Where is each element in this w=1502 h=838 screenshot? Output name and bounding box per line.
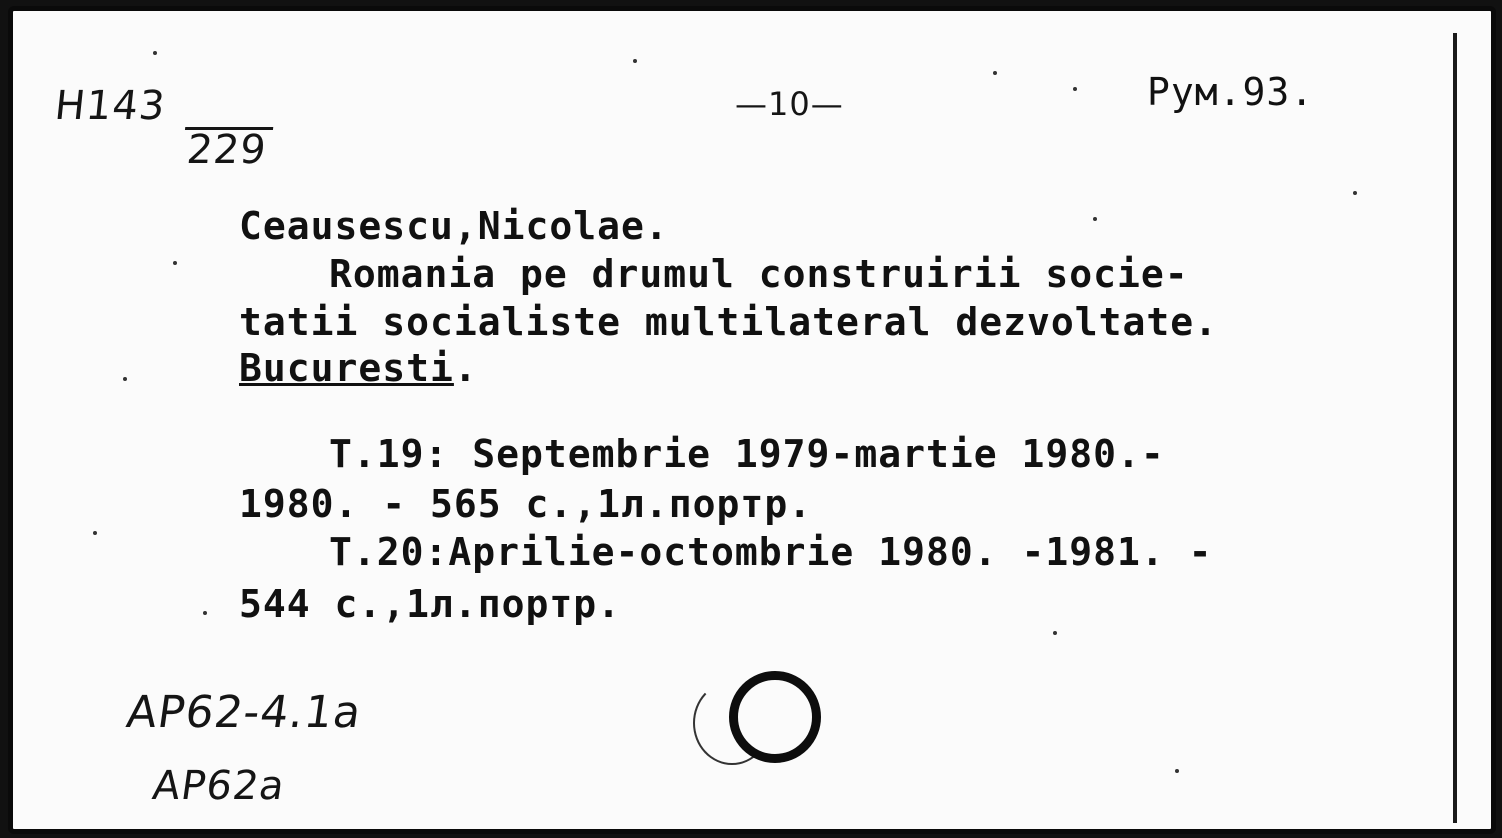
volume-19-line-1: T.19: Septembrie 1979-martie 1980.- xyxy=(329,432,1165,476)
library-stamp-circle xyxy=(729,671,821,763)
shelf-mark-2: АР62а xyxy=(149,763,289,809)
speck xyxy=(203,611,207,615)
vertical-rule xyxy=(1453,33,1457,823)
title-line-2: tatii socialiste multilateral dezvoltate. xyxy=(239,300,1218,344)
speck xyxy=(1353,191,1357,195)
language-code: Рум.93. xyxy=(1147,70,1315,114)
publication-place-line xyxy=(239,346,478,390)
shelf-mark-1: АР62-4.1а xyxy=(123,687,366,738)
center-number: —10— xyxy=(735,85,844,123)
author-heading: Ceausescu,Nicolae. xyxy=(239,204,669,248)
speck xyxy=(633,59,637,63)
call-number-bottom: 229 xyxy=(181,127,274,170)
publication-place: Bucuresti xyxy=(239,346,454,390)
volume-20-line-1: T.20:Aprilie-octombrie 1980. -1981. - xyxy=(329,530,1213,574)
catalog-card xyxy=(8,6,1496,834)
volume-19-line-2: 1980. - 565 c.,1л.портр. xyxy=(239,482,813,526)
speck xyxy=(93,531,97,535)
speck xyxy=(1093,217,1097,221)
speck xyxy=(1053,631,1057,635)
speck xyxy=(1175,769,1179,773)
volume-20-line-2: 544 c.,1л.портр. xyxy=(239,582,622,626)
title-line-1: Romania pe drumul construirii socie- xyxy=(329,252,1189,296)
speck xyxy=(173,261,177,265)
speck xyxy=(993,71,997,75)
speck xyxy=(123,377,127,381)
publication-place-end: . xyxy=(453,346,478,390)
call-number-top: Н143 xyxy=(52,83,168,129)
speck xyxy=(153,51,157,55)
speck xyxy=(1073,87,1077,91)
